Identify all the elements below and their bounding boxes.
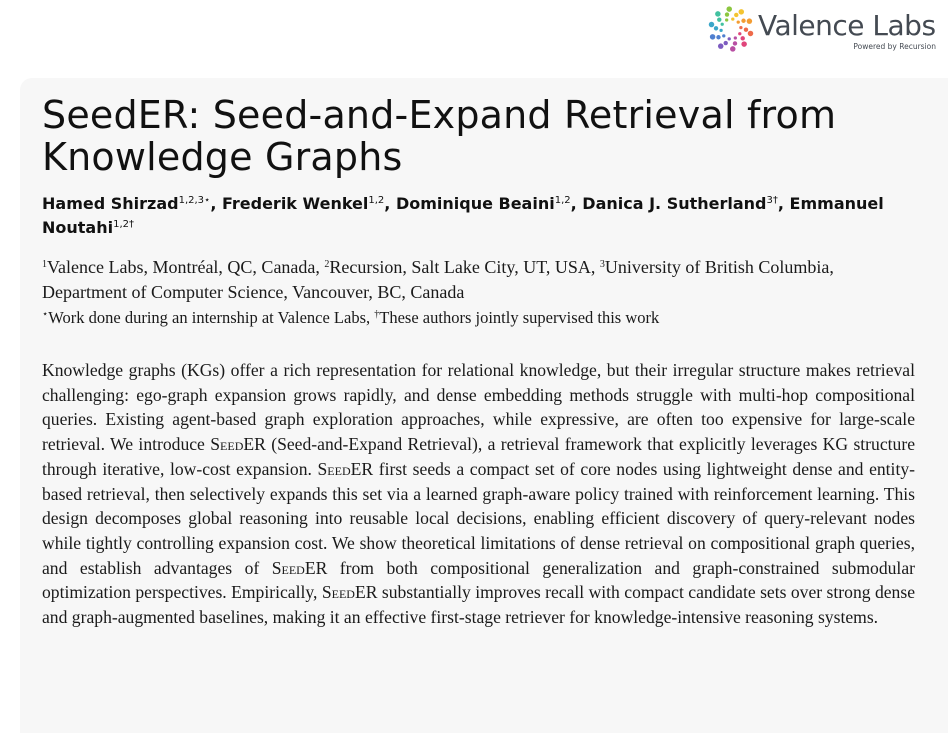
logo-dot (710, 34, 716, 40)
affiliation-text: Valence Labs, Montréal, QC, Canada, (47, 257, 325, 277)
author-list (42, 192, 922, 240)
logo-dot (731, 18, 734, 21)
author-affiliation-marks: 1,2 (554, 195, 571, 206)
logo-dot (722, 34, 725, 37)
method-name: SeedER (317, 458, 374, 479)
affiliation-mark: 1 (42, 259, 47, 270)
abstract-text: (Seed-and-Expand Retrieval), a retrieval framework that explicitly leverages KG structure through iterative, low-cost expansion. (42, 434, 916, 479)
logo-dot (709, 22, 715, 28)
page-header (0, 0, 948, 64)
logo-dot (717, 17, 721, 21)
logo-dot (724, 41, 728, 45)
author-name: Danica J. Sutherland (582, 194, 767, 213)
logo-dot (741, 36, 745, 40)
logo-dot (734, 36, 737, 39)
paper-title: SeedER: Seed-and-Expand Retrieval from Knowledge Graphs (42, 93, 837, 179)
logo-dot (748, 31, 754, 37)
logo-dot (725, 18, 728, 21)
valence-labs-logo[interactable] (708, 6, 938, 52)
logo-dot (738, 32, 741, 35)
abstract-text: first seeds a compact set of core nodes using lightweight dense and entity-based retrieval, then selectively expands this set via a learned graph-aware policy trained with reinforcement learning. This design decomposes global reasoning into reusable local decisions, enabling efficient discovery of query-relevant nodes while tightly controlling expansion cost. We show theoretical limitations of dense retrieval on compositional graph queries, and establish advantages of (42, 458, 915, 578)
abstract-text: Knowledge graphs (KGs) offer a rich representation for relational knowledge, but their irregular structure makes retrieval challenging: ego-graph expansion grows rapidly, and dense embedding methods struggle with multi-hop compositional queries. Existing agent-based graph exploration approaches, while expressive, are often too expensive for large-scale retrieval. We introduce (42, 360, 915, 455)
method-name: SeedER (271, 557, 328, 578)
logo-dot (725, 12, 729, 16)
author-affiliation-marks: 1,2,3⋆ (178, 195, 211, 206)
logo-dot (739, 26, 742, 29)
abstract-text: from both compositional generalization and graph-constrained submodular optimization perspectives. Empirically, (42, 557, 915, 603)
method-name: SeedER (321, 582, 378, 603)
logo-dot (714, 26, 718, 30)
author-affiliation-marks: 1,2 (368, 195, 385, 206)
author-name: Dominique Beaini (395, 194, 555, 213)
author-separator: , (384, 194, 396, 213)
note-text: Work done during an internship at Valence Labs, (48, 308, 375, 327)
author-separator: , (570, 194, 583, 213)
author-name: Frederik Wenkel (221, 194, 369, 213)
logo-dot (719, 29, 722, 32)
logo-dot (716, 35, 720, 39)
note-mark: † (374, 309, 380, 320)
logo-dot (721, 23, 724, 26)
logo-dot (718, 43, 724, 49)
logo-dot (747, 18, 753, 24)
author-affiliation-marks: 1,2† (113, 219, 134, 230)
author-name: Hamed Shirzad (42, 194, 179, 213)
logo-dot (728, 37, 731, 40)
abstract-text: substantially improves recall with compact candidate sets over strong dense and graph-augmented baselines, making it an effective first-stage retriever for knowledge-intensive reasoning systems. (42, 582, 916, 628)
logo-dot (726, 6, 732, 12)
note-text: These authors jointly supervised this work (379, 308, 660, 327)
method-name: SeedER (210, 434, 266, 455)
logo-dot (733, 41, 737, 45)
dotted-flower-logo-icon (708, 6, 754, 52)
logo-dot (715, 11, 721, 17)
author-notes (42, 305, 922, 330)
logo-dot (734, 13, 738, 17)
affiliation-mark: 3 (599, 259, 605, 270)
logo-tagline: Powered by Recursion (853, 42, 936, 51)
logo-dot (730, 46, 736, 52)
abstract (42, 358, 915, 630)
affiliation-text: Recursion, Salt Lake City, UT, USA, (329, 257, 600, 277)
note-mark: ⋆ (42, 309, 49, 320)
author-affiliation-marks: 3† (766, 195, 778, 206)
logo-dot (741, 19, 745, 23)
logo-dot (737, 20, 740, 23)
author-separator: , (777, 194, 790, 213)
affiliation-list (42, 257, 834, 302)
logo-name: Valence Labs (758, 9, 936, 42)
affiliations (42, 255, 922, 330)
author-separator: , (210, 194, 222, 213)
affiliation-mark: 2 (324, 259, 330, 270)
author-name: Emmanuel Noutahi (42, 194, 884, 237)
logo-dot (739, 9, 745, 15)
logo-dot (744, 27, 748, 31)
affiliation-text: University of British Columbia, Department of Computer Science, Vancouver, BC, Canada (42, 257, 834, 302)
logo-dot (741, 41, 747, 47)
